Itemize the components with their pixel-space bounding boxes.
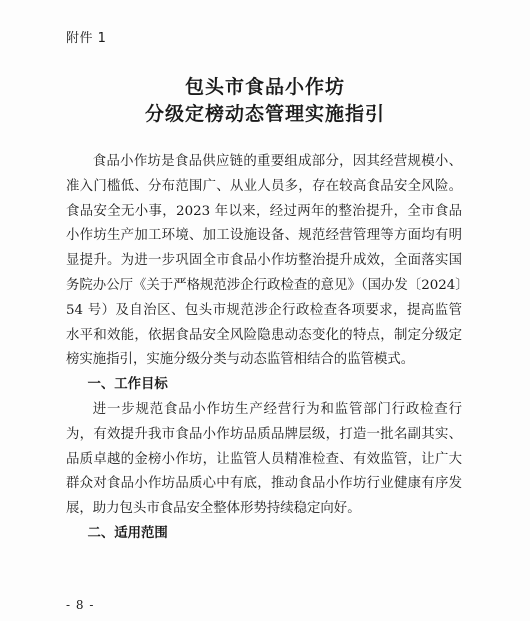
document-body <box>66 150 462 547</box>
page-number: - 8 - <box>66 598 95 612</box>
document-title-line-2: 分级定榜动态管理实施指引 <box>144 103 385 125</box>
section-heading-goals: 一、工作目标 <box>87 377 168 393</box>
attachment-label: 附件 1 <box>66 31 107 46</box>
section-heading-scope: 二、适用范围 <box>87 525 168 541</box>
intro-paragraph: 食品小作坊是食品供应链的重要组成部分，因其经营规模小、准入门槛低、分布范围广、从业人员多，存在较高食品安全风险。食品安全无小事，2023 年以来，经过两年的整治提升，全市食品小作坊生产加工环境、加工设施设备、规范经营管理等方面均有明显提升。为进一步巩固全市食品小作坊整治提升成效，全面落实国务院办公厅《关于严格规范涉企行政检查的意见》（国办发〔2024〕54 号）及自治区、包头市规范涉企行政检查各项要求，提高监管水平和效能，依据食品安全风险隐患动态变化的特点，制定分级定榜实施指引，实施分级分类与动态监管相结合的监管模式。 <box>66 154 462 368</box>
goals-paragraph: 进一步规范食品小作坊生产经营行为和监管部门行政检查行为，有效提升我市食品小作坊品质品牌层级，打造一批名副其实、品质卓越的金榜小作坊，让监管人员精准检查、有效监管，让广大群众对食品小作坊品质心中有底，推动食品小作坊行业健康有序发展，助力包头市食品安全整体形势持续稳定向好。 <box>66 401 462 517</box>
document-title-line-1: 包头市食品小作坊 <box>184 76 345 98</box>
